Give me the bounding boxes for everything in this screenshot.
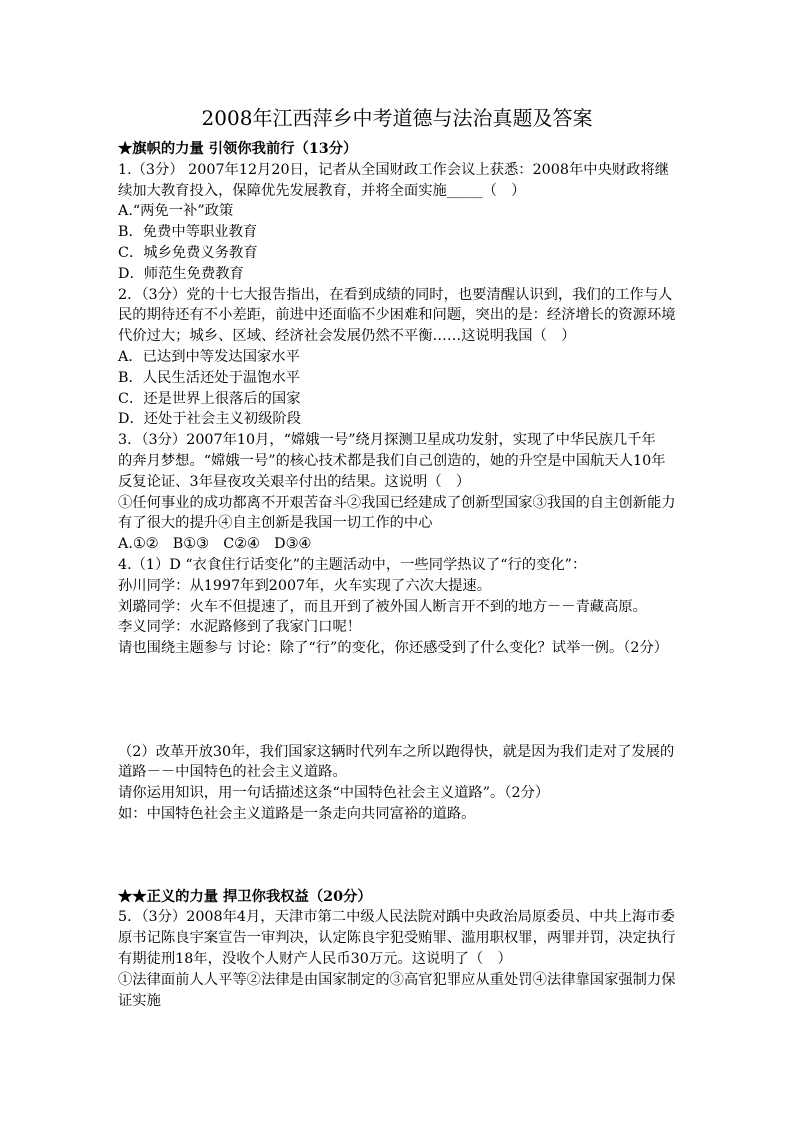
text-line: 续加大教育投入，保障优先发展教育，并将全面实施_____（ ） (118, 182, 526, 199)
section-heading: ★★正义的力量 捍卫你我权益（20分） (118, 888, 372, 905)
section-2 (118, 887, 698, 1012)
section-2-lines (118, 907, 698, 1011)
document-title: 2008年江西萍乡中考道德与法治真题及答案 (201, 106, 593, 130)
text-line: 有了很大的提升④自主创新是我国一切工作的中心 (118, 515, 433, 532)
text-line: 孙川同学：从1997年到2007年，火车实现了六次大提速。 (118, 577, 492, 594)
text-line: 民的期待还有不小差距，前进中还面临不少困难和问题，突出的是：经济增长的资源环境 (118, 307, 676, 324)
text-line: 有期徒刑18年，没收个人财产人民币30万元。这说明了（ ） (118, 950, 512, 967)
text-line: 反复论证、3年昼夜攻关艰辛付出的结果。这说明（ ） (118, 473, 471, 490)
text-line: （2）改革开放30年，我们国家这辆时代列车之所以跑得快，就是因为我们走对了发展的 (118, 743, 675, 760)
text-line: 4.（1）D “衣食住行话变化”的主题活动中，一些同学热议了“行的变化”： (118, 556, 587, 573)
text-line: C．还是世界上很落后的国家 (118, 390, 301, 407)
text-line: D．师范生免费教育 (118, 265, 244, 282)
text-line: 3．（3分）2007年10月，“嫦娥一号”绕月探测卫星成功发射，实现了中华民族几千年 (118, 432, 656, 449)
section-1 (118, 139, 698, 659)
text-line: B．人民生活还处于温饱水平 (118, 369, 301, 386)
text-line: 的奔月梦想。“嫦娥一号”的核心技术都是我们自己创造的，她的升空是中国航天人10年 (118, 452, 666, 469)
text-line: C．城乡免费义务教育 (118, 244, 258, 261)
text-line: 5．（3分）2008年4月，天津市第二中级人民法院对踽中央政治局原委员、中共上海市委 (118, 909, 675, 926)
text-line: 原书记陈良宇案宣告一审判决，认定陈良宇犯受贿罪、滥用职权罪，两罪并罚，决定执行 (118, 930, 676, 947)
text-line: 道路－－中国特色的社会主义道路。 (118, 764, 347, 781)
text-line: 如：中国特色社会主义道路是一条走向共同富裕的道路。 (118, 805, 476, 822)
text-line: 请也围绕主题参与 讨论：除了“行”的变化，你还感受到了什么变化？试举一例。（2分） (118, 640, 669, 657)
text-line: 刘璐同学：火车不但提速了，而且开到了被外国人断言开不到的地方－－青藏高原。 (118, 598, 647, 615)
text-line: A．已达到中等发达国家水平 (118, 348, 300, 365)
text-line: 代价过大；城乡、区域、经济社会发展仍然不平衡……这说明我国（ ） (118, 328, 576, 345)
section-1-lines (118, 160, 698, 659)
text-line: 2．（3分）党的十七大报告指出，在看到成绩的同时，也要清醒认识到，我们的工作与人 (118, 286, 673, 303)
question-4-part-2 (118, 742, 698, 825)
text-line: 请你运用知识，用一句话描述这条“中国特色社会主义道路”。（2分） (118, 785, 550, 802)
text-line: B．免费中等职业教育 (118, 224, 258, 241)
text-line: ①法律面前人人平等②法律是由国家制定的③高官犯罪应从重处罚④法律靠国家强制力保 (118, 971, 676, 988)
text-line: A.“两免一补”政策 (118, 203, 234, 220)
text-line: A.①② B①③ C②④ D③④ (118, 536, 312, 553)
text-line: 1.（3分） 2007年12月20日，记者从全国财政工作会议上获悉：2008年中央财政将继 (118, 161, 670, 178)
text-line: 证实施 (118, 992, 161, 1009)
text-line: 李义同学：水泥路修到了我家门口呢！ (118, 619, 362, 636)
text-line: ①任何事业的成功都离不开艰苦奋斗②我国已经建成了创新型国家③我国的自主创新能力 (118, 494, 676, 511)
section-heading: ★旗帜的力量 引领你我前行（13分） (118, 141, 358, 157)
text-line: D．还处于社会主义初级阶段 (118, 411, 302, 428)
